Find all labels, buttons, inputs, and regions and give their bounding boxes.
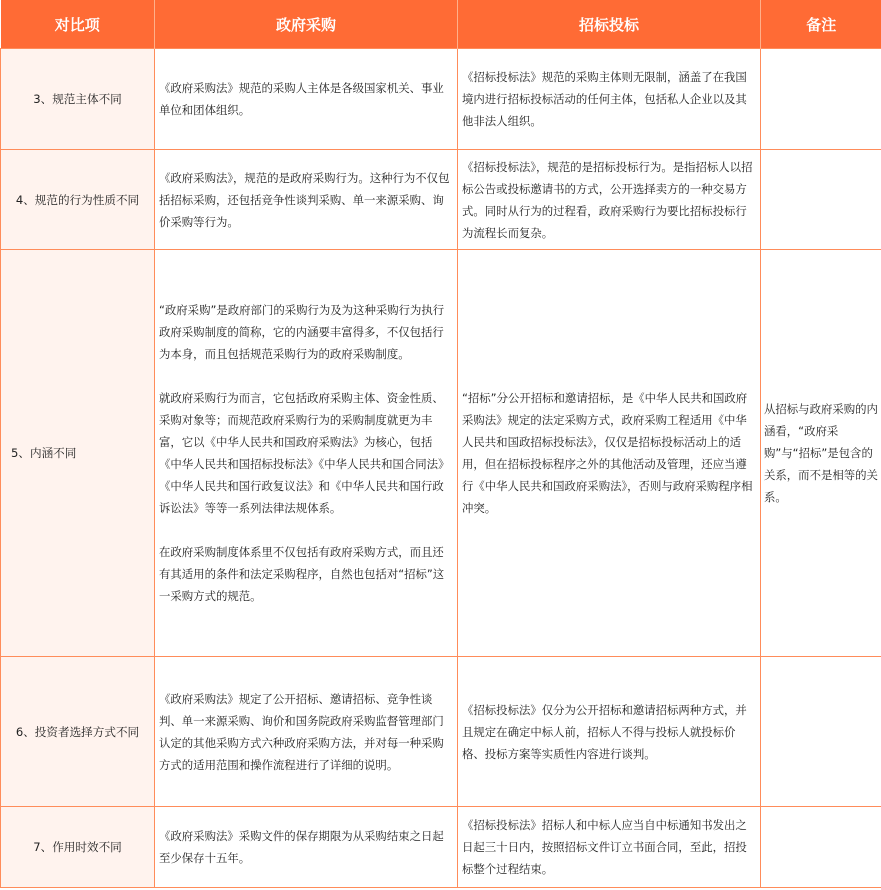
bid-cell	[458, 150, 761, 250]
header-bidding: 招标投标	[458, 0, 761, 49]
table-body	[1, 49, 881, 888]
bid-cell	[458, 657, 761, 807]
cell-paragraph: 在政府采购制度体系里不仅包括有政府采购方式，而且还有其适用的条件和法定采购程序，自然也包括对“招标”这一采购方式的规范。	[159, 545, 445, 603]
header-government-procurement: 政府采购	[155, 0, 458, 49]
cell-paragraph: 《招标投标法》，规范的是招标投标行为。是指招标人以招标公告或投标邀请书的方式，公开选择卖方的一种交易方式。同时从行为的过程看，政府采购行为要比招标投标行为流程长而复杂。	[462, 159, 753, 240]
note-cell	[761, 657, 881, 807]
bid-cell	[458, 807, 761, 888]
note-cell	[761, 807, 881, 888]
gov-cell	[155, 49, 458, 150]
row-label: 7、作用时效不同	[1, 807, 155, 888]
header-compare-item: 对比项	[1, 0, 155, 49]
row-label: 6、投资者选择方式不同	[1, 657, 155, 807]
gov-cell	[155, 250, 458, 657]
table-row	[1, 250, 881, 657]
table-row	[1, 657, 881, 807]
cell-paragraph: 《政府采购法》规范的采购人主体是各级国家机关、事业单位和团体组织。	[159, 81, 444, 117]
row-label: 4、规范的行为性质不同	[1, 150, 155, 250]
note-cell: 从招标与政府采购的内涵看，“政府采购”与“招标”是包含的关系，而不是相等的关系。	[761, 250, 881, 657]
header-row	[1, 0, 881, 49]
gov-cell	[155, 657, 458, 807]
cell-paragraph: 《招标投标法》招标人和中标人应当自中标通知书发出之日起三十日内，按照招标文件订立书面合同，至此，招投标整个过程结束。	[462, 818, 747, 876]
cell-paragraph: 《政府采购法》，规范的是政府采购行为。这种行为不仅包括招标采购，还包括竞争性谈判采购、单一来源采购、询价采购等行为。	[159, 170, 450, 229]
cell-paragraph: “招标”分公开招标和邀请招标，是《中华人民共和国政府采购法》规定的法定采购方式，政府采购工程适用《中华人民共和国政招标投标法》，仅仅是招标投标活动上的适用，但在招标投标程序之外的其他活动及管理，还应当遵行《中华人民共和国政府采购法》，否则与政府采购程序相冲突。	[462, 391, 753, 515]
row-label: 5、内涵不同	[1, 250, 155, 657]
row-label: 3、规范主体不同	[1, 49, 155, 150]
note-cell	[761, 49, 881, 150]
table-row	[1, 49, 881, 150]
gov-cell	[155, 807, 458, 888]
cell-paragraph: 《政府采购法》规定了公开招标、邀请招标、竞争性谈判、单一来源采购、询价和国务院政府采购监督管理部门认定的其他采购方式六种政府采购方法，并对每一种采购方式的适用范围和操作流程进行了详细的说明。	[159, 691, 444, 772]
header-remarks: 备注	[761, 0, 881, 49]
cell-paragraph: “政府采购”是政府部门的采购行为及为这种采购行为执行政府采购制度的简称，它的内涵要丰富得多，不仅包括行为本身，而且包括规范采购行为的政府采购制度。	[159, 303, 445, 361]
table-header	[1, 0, 881, 49]
cell-paragraph: 就政府采购行为而言，它包括政府采购主体、资金性质、采购对象等；而规范政府采购行为的采购制度就更为丰富，它以《中华人民共和国政府采购法》为核心，包括《中华人民共和国招标投标法》《中华人民共和国合同法》《中华人民共和国行政复议法》和《中华人民共和国行政诉讼法》等等一系列法律法规体系。	[159, 391, 450, 515]
bid-cell	[458, 250, 761, 657]
table-row	[1, 807, 881, 888]
cell-paragraph: 《政府采购法》采购文件的保存期限为从采购结束之日起至少保存十五年。	[159, 829, 444, 865]
note-cell	[761, 150, 881, 250]
table-row	[1, 150, 881, 250]
gov-cell	[155, 150, 458, 250]
bid-cell	[458, 49, 761, 150]
cell-paragraph: 《招标投标法》规范的采购主体则无限制，涵盖了在我国境内进行招标投标活动的任何主体，包括私人企业以及其他非法人组织。	[462, 70, 747, 128]
cell-paragraph: 《招标投标法》仅分为公开招标和邀请招标两种方式，并且规定在确定中标人前，招标人不得与投标人就投标价格、投标方案等实质性内容进行谈判。	[462, 702, 747, 761]
